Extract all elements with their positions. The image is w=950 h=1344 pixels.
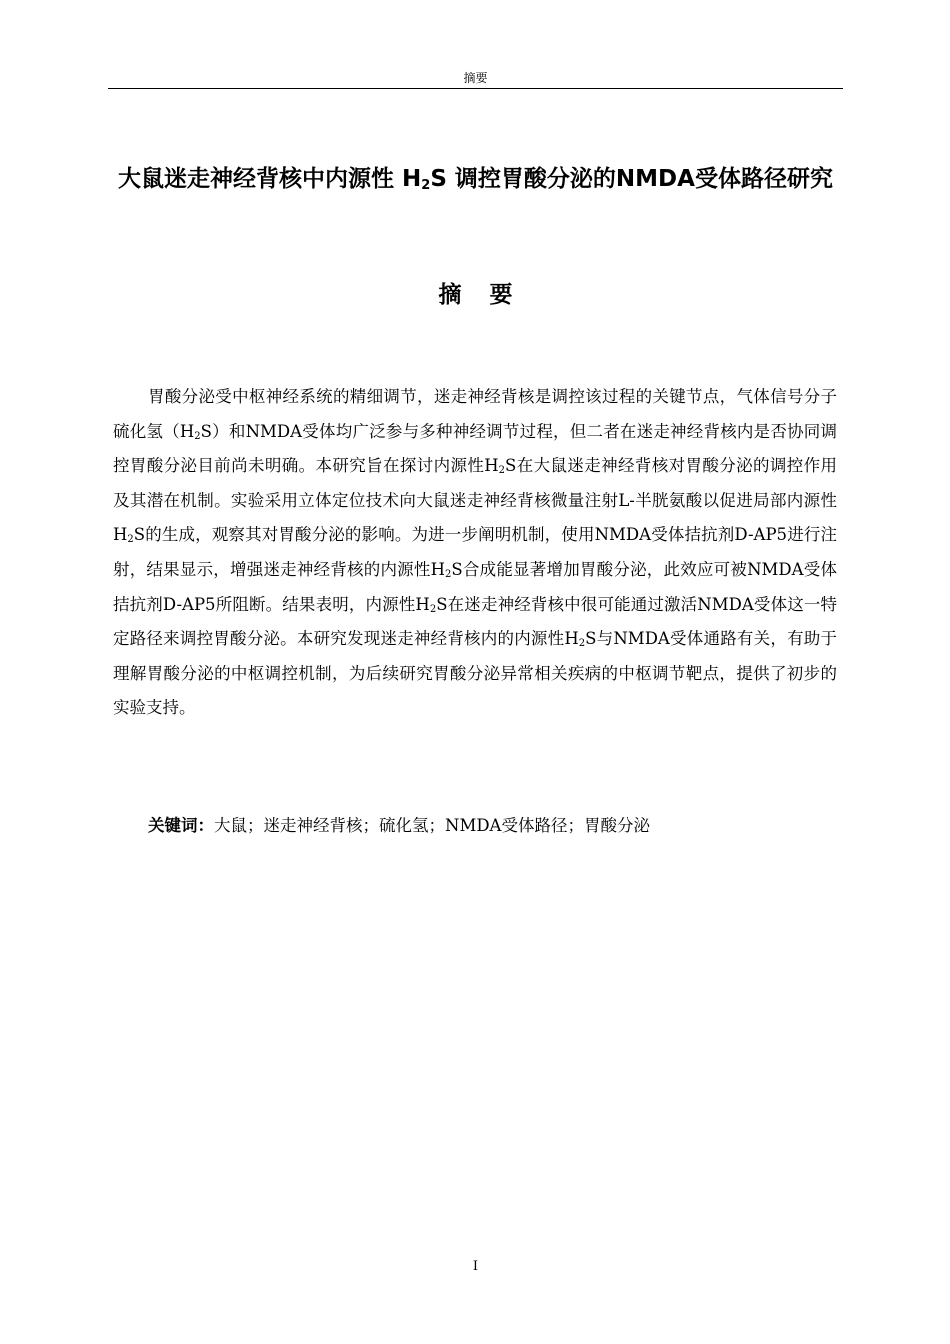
abstract-text-3: S在大鼠迷走神经背核对胃酸分泌的调控作用及其潜在机制。实验采用立体定位技术向大鼠迷走神经背核微量注射L-半胱氨酸以促进局部内源性H [113, 456, 837, 545]
title-text-part-1: 大鼠迷走神经背核中内源性 H [118, 166, 422, 192]
abstract-text-5: S合成能显著增加胃酸分泌，此效应可被NMDA受体拮抗剂D-AP5所阻断。结果表明，内源性H [113, 559, 838, 614]
subscript-2: 2 [578, 638, 586, 650]
keywords-label: 关键词： [148, 816, 214, 835]
abstract-text-7: S与NMDA受体通路有关，有助于理解胃酸分泌的中枢调控机制，为后续研究胃酸分泌异常相关疾病的中枢调节靶点，提供了初步的实验支持。 [113, 629, 838, 718]
keywords-value: 大鼠；迷走神经背核；硫化氢；NMDA受体路径；胃酸分泌 [214, 816, 650, 835]
subscript-2: 2 [429, 603, 437, 615]
abstract-text-1: 胃酸分泌受中枢神经系统的精细调节，迷走神经背核是调控该过程的关键节点，气体信号分子硫化氢（H [113, 387, 837, 441]
page-number: I [472, 1259, 479, 1274]
abstract-text-2: S）和NMDA受体均广泛参与多种神经调节过程，但二者在迷走神经背核内是否协同调控胃酸分泌目前尚未明确。本研究旨在探讨内源性H [113, 421, 838, 476]
abstract-heading: 摘要 [438, 282, 541, 308]
header-divider [108, 88, 843, 89]
abstract-text-4: S的生成，观察其对胃酸分泌的影响。为进一步阐明机制，使用NMDA受体拮抗剂D-AP5进行注射，结果显示，增强迷走神经背核的内源性H [113, 525, 837, 579]
abstract-paragraph [113, 380, 837, 726]
title-text-part-2: S 调控胃酸分泌的NMDA受体路径研究 [430, 166, 833, 192]
thesis-title [108, 154, 843, 204]
subscript-2: 2 [445, 568, 452, 580]
abstract-text-6: S在迷走神经背核中很可能通过激活NMDA受体这一特定路径来调控胃酸分泌。本研究发现迷走神经背核内的内源性H [113, 594, 838, 649]
running-header: 摘要 [463, 71, 488, 85]
subscript-2: 2 [498, 465, 506, 477]
keywords-line [148, 811, 838, 841]
title-subscript: 2 [421, 178, 431, 193]
subscript-2: 2 [194, 430, 201, 442]
subscript-2: 2 [127, 534, 134, 546]
